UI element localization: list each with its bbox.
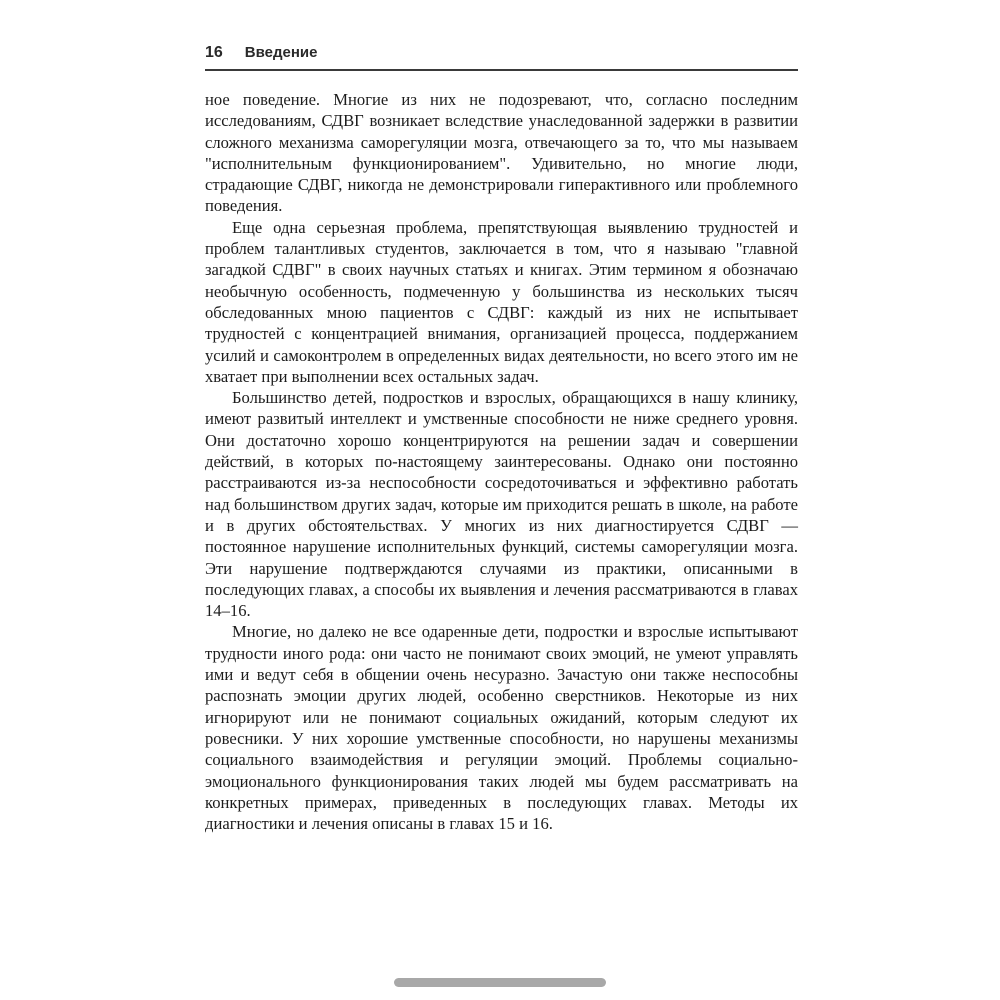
bottom-handle-bar bbox=[394, 978, 606, 987]
paragraph: Многие, но далеко не все одаренные дети, подростки и взрослые испытывают трудности иного рода: они часто не понимают своих эмоций, не умеют управлять ими и ведут себя в общении очень несуразно. Зачастую они также неспособны распознать эмоции других людей, особенно сверстников. Некоторые из них игнорируют или не понимают социальных ожиданий, которым следуют их ровесники. У них хорошие умственные способности, но нарушены механизмы социального взаимодействия и регуляции эмоций. Проблемы социально-эмоционального функционирования таких людей мы будем рассматривать на конкретных примерах, приведенных в последующих главах. Методы их диагностики и лечения описаны в главах 15 и 16. bbox=[205, 622, 798, 834]
paragraph: Еще одна серьезная проблема, препятствующая выявлению трудностей и проблем талантливых студентов, заключается в том, что я называю "главной загадкой СДВГ" в своих научных статьях и книгах. Этим термином я обозначаю необычную особенность, подмеченную у большинства из нескольких тысяч обследованных мною пациентов с СДВГ: каждый из них не испытывает трудностей с концентрацией внимания, организацией процесса, поддержанием усилий и самоконтролем в определенных видах деятельности, но всего этого им не хватает при выполнении всех остальных задач. bbox=[205, 217, 798, 386]
paragraph: Большинство детей, подростков и взрослых, обращающихся в нашу клинику, имеют развитый интеллект и умственные способности не ниже среднего уровня. Они достаточно хорошо концентрируются на решении задач и совершении действий, в которых по-настоящему заинтересованы. Однако они постоянно расстраиваются из-за неспособности сосредоточиваться и эффективно работать над большинством других задач, которые им приходится решать в школе, на работе и в других обстоятельствах. У многих из них диагностируется СДВГ — постоянное нарушение исполнительных функций, системы саморегуляции мозга. Эти нарушение подтверждаются случаями из практики, описанными в последующих главах, а способы их выявления и лечения рассматриваются в главах 14–16. bbox=[205, 388, 798, 621]
body-text bbox=[205, 89, 798, 834]
paragraph: ное поведение. Многие из них не подозревают, что, согласно последним исследованиям, СДВГ возникает вследствие унаследованной задержки в развитии сложного механизма саморегуляции мозга, отвечающего за то, что мы называем "исполнительным функционированием". Удивительно, но многие люди, страдающие СДВГ, никогда не демонстрировали гиперактивного или проблемного поведения. bbox=[205, 90, 798, 216]
page-number: 16 bbox=[205, 44, 223, 61]
section-title: Введение bbox=[244, 44, 318, 61]
running-header bbox=[205, 44, 798, 71]
page-content bbox=[205, 44, 798, 834]
